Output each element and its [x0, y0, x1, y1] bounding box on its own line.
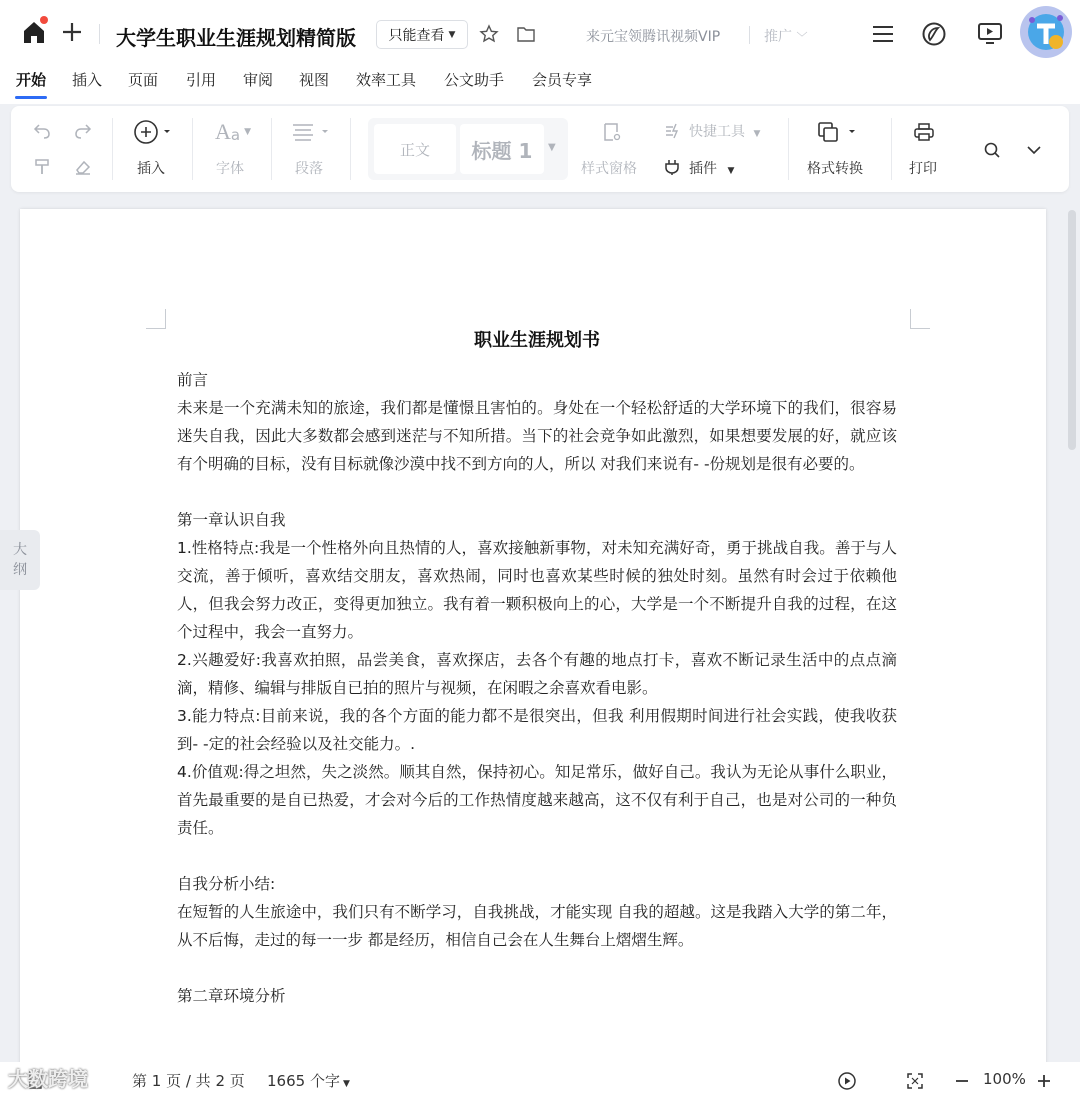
crop-mark-left: [146, 309, 166, 329]
status-bar: [0, 1062, 1080, 1098]
word-count-value: 1665 个字: [267, 1072, 340, 1090]
caret-down-icon: ▼: [727, 166, 735, 176]
tab-official-assistant[interactable]: 公文助手: [444, 71, 505, 89]
preface-heading: 前言: [177, 371, 209, 389]
play-icon[interactable]: [836, 1070, 858, 1092]
eraser-icon[interactable]: [72, 156, 94, 178]
chevron-down-icon: ﹀: [796, 31, 808, 44]
menu-icon[interactable]: [870, 22, 896, 46]
item-values: 4.价值观:得之坦然，失之淡然。顺其自然，保持初心。知足常乐，做好自己。我认为无论从事什么职业，首先最重要的是自已热爱，才会对今后的工作热情度越来越高，这不仅有利于自己，也是对公司的一种负责任。: [177, 763, 897, 837]
notification-dot: [40, 16, 48, 24]
paragraph-icon[interactable]: [291, 120, 331, 144]
title-bar: [0, 0, 1080, 66]
document-page[interactable]: [20, 209, 1046, 1069]
tab-insert[interactable]: 插入: [72, 71, 103, 89]
mode-label: 只能查看: [388, 27, 445, 44]
document-content[interactable]: [177, 326, 897, 1010]
style-normal-label: 正文: [399, 140, 430, 159]
tab-view[interactable]: 视图: [299, 71, 330, 89]
tab-member[interactable]: 会员专享: [532, 71, 593, 89]
font-button[interactable]: 字体: [216, 161, 244, 177]
avatar[interactable]: [1020, 6, 1072, 58]
format-convert-button[interactable]: 格式转换: [807, 161, 863, 177]
style-pane-icon[interactable]: [601, 120, 623, 144]
star-icon[interactable]: [478, 23, 500, 45]
tab-start[interactable]: 开始: [16, 71, 47, 89]
word-count[interactable]: [267, 1070, 350, 1091]
fullscreen-icon[interactable]: [904, 1070, 926, 1092]
folder-icon[interactable]: [515, 23, 537, 45]
plugin-button[interactable]: [689, 158, 734, 178]
summary-heading: 自我分析小结:: [177, 875, 276, 893]
promo-label[interactable]: [764, 26, 807, 46]
format-painter-icon[interactable]: [31, 156, 53, 178]
outline-label-2: 纲: [13, 562, 27, 578]
style-more-icon[interactable]: ▼: [548, 142, 556, 153]
style-heading1[interactable]: [460, 124, 544, 174]
collapse-ribbon-icon[interactable]: [1023, 139, 1045, 161]
preface-paragraph: 未来是一个充满未知的旅途，我们都是懂憬且害怕的。身处在一个轻松舒适的大学环境下的我们，很容易迷失自我，因此大多数都会感到迷茫与不知所措。当下的社会竞争如此激烈，如果想要发展的好，就应该有个明确的目标，没有目标就像沙漠中找不到方向的人，所以 对我们来说有- -份规划是很有必要的。: [177, 399, 897, 473]
watermark: 大数跨境: [8, 1067, 88, 1091]
font-icon[interactable]: A a ▼: [214, 119, 251, 144]
quick-tools-icon[interactable]: [661, 121, 683, 141]
zoom-out-icon[interactable]: [952, 1070, 972, 1092]
paragraph-button[interactable]: 段落: [295, 161, 323, 177]
page-indicator: 第 1 页 / 共 2 页: [132, 1072, 245, 1090]
mode-select[interactable]: [376, 20, 468, 49]
document-heading: 职业生涯规划书: [474, 330, 600, 351]
format-convert-icon[interactable]: [816, 120, 860, 144]
undo-icon[interactable]: [31, 120, 53, 142]
vip-promo-link[interactable]: 来元宝领腾讯视频VIP: [586, 29, 721, 45]
style-normal[interactable]: [374, 124, 456, 174]
zoom-in-icon[interactable]: [1034, 1070, 1054, 1092]
crop-mark-right: [910, 309, 930, 329]
yuanbao-icon[interactable]: [920, 20, 948, 48]
caret-down-icon: ▼: [342, 1079, 350, 1089]
quick-tools-button[interactable]: [689, 121, 760, 141]
outline-label-1: 大: [13, 542, 27, 558]
document-title: 大学生职业生涯规划精简版: [116, 26, 356, 50]
tab-reference[interactable]: 引用: [186, 71, 217, 89]
active-tab-indicator: [15, 96, 47, 99]
search-icon[interactable]: [981, 139, 1003, 161]
chapter2-heading: 第二章环境分析: [177, 987, 286, 1005]
menu-bar: [0, 66, 1080, 104]
tab-review[interactable]: 审阅: [243, 71, 274, 89]
item-abilities: 3.能力特点:目前来说，我的各个方面的能力都不是很突出，但我 利用假期时间进行社会实践，使我收获到- -定的社会经验以及社交能力。.: [177, 707, 897, 753]
printer-icon[interactable]: [912, 120, 936, 144]
promo-text: 推广: [764, 29, 792, 45]
insert-plus-icon[interactable]: [131, 119, 171, 145]
print-button[interactable]: 打印: [909, 161, 937, 177]
caret-down-icon: ▼: [753, 129, 761, 139]
item-interests: 2.兴趣爱好:我喜欢拍照，品尝美食，喜欢探店，去各个有趣的地点打卡，喜欢不断记录生活中的点点滴滴，精修、编辑与排版自已拍的照片与视频，在闲暇之余喜欢看电影。: [177, 651, 897, 697]
plugin-icon[interactable]: [661, 157, 683, 177]
plugin-label: 插件: [689, 161, 717, 177]
zoom-level[interactable]: 100%: [983, 1070, 1026, 1088]
insert-button[interactable]: 插入: [137, 161, 165, 177]
item-personality: 1.性格特点:我是一个性格外向且热情的人，喜欢接触新事物，对未知充满好奇，勇于挑战自我。善于与人交流，善于倾听，喜欢结交朋友，喜欢热闹，同时也喜欢某些时候的独处时刻。虽然有时会过于依赖他人，但我会努力改正，变得更加独立。我有着一颗积极向上的心，大学是一个不断提升自我的过程，在这个过程中，我会一直努力。: [177, 539, 897, 641]
chapter1-heading: 第一章认识自我: [177, 511, 286, 529]
style-pane-button[interactable]: 样式窗格: [581, 161, 637, 177]
ribbon-toolbar: [11, 106, 1069, 192]
caret-down-icon: ▼: [448, 29, 456, 40]
vertical-scrollbar[interactable]: [1068, 210, 1076, 450]
redo-icon[interactable]: [72, 120, 94, 142]
present-icon[interactable]: [976, 20, 1004, 48]
quick-tools-label: 快捷工具: [689, 124, 745, 140]
outline-toggle[interactable]: [0, 530, 40, 590]
style-heading1-label: 标题 1: [471, 138, 533, 163]
tab-efficiency-tools[interactable]: 效率工具: [356, 71, 417, 89]
tab-page[interactable]: 页面: [128, 71, 159, 89]
summary-paragraph: 在短暂的人生旅途中，我们只有不断学习，自我挑战，才能实现 自我的超越。这是我踏入大学的第二年，从不后悔，走过的每一一步 都是经历，相信自己会在人生舞台上熠熠生辉。: [177, 903, 897, 949]
new-tab-icon[interactable]: [60, 20, 84, 44]
style-gallery: [368, 118, 568, 180]
